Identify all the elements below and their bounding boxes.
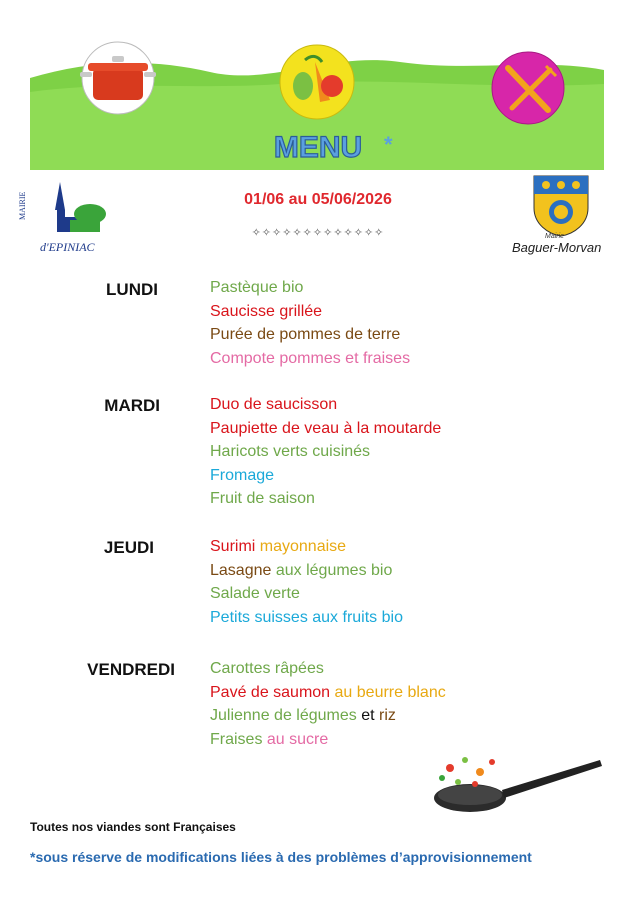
menu-item bbox=[210, 487, 441, 511]
supply-disclaimer: *sous réserve de modifications liées à des problèmes d’approvisionnement bbox=[30, 849, 532, 865]
menu-item bbox=[210, 606, 403, 630]
baguer-morvan-label: Baguer-Morvan bbox=[512, 240, 602, 255]
menu-item-text: Fruit de saison bbox=[210, 490, 315, 507]
menu-item-text: Haricots verts cuisinés bbox=[210, 443, 371, 460]
menu-item bbox=[210, 681, 446, 705]
menu-title: MENU bbox=[273, 131, 363, 164]
menu-item bbox=[210, 535, 403, 559]
menu-item-text: Pastèque bio bbox=[210, 279, 304, 296]
menu-item bbox=[210, 657, 446, 681]
menu-item-text: Fromage bbox=[210, 466, 275, 484]
menu-title-star: * bbox=[384, 132, 393, 157]
menu-item-text: aux légumes bio bbox=[275, 561, 393, 579]
menu-items-jeudi bbox=[210, 535, 403, 629]
menu-item bbox=[210, 347, 410, 371]
menu-item bbox=[210, 704, 446, 728]
menu-item bbox=[210, 559, 403, 583]
menu-item-text: Surimi bbox=[210, 538, 260, 555]
menu-item-text: Duo de saucisson bbox=[210, 396, 338, 413]
menu-item bbox=[210, 276, 410, 300]
menu-item bbox=[210, 582, 403, 606]
menu-item bbox=[210, 300, 410, 324]
menu-item bbox=[210, 393, 441, 417]
menu-item-text: mayonnaise bbox=[259, 538, 347, 555]
day-label-jeudi: JEUDI bbox=[103, 538, 154, 557]
meat-origin-note: Toutes nos viandes sont Françaises bbox=[30, 820, 236, 834]
day-label-lundi: LUNDI bbox=[106, 280, 158, 299]
baguer-morvan-label-top: Mairie bbox=[545, 233, 565, 240]
menu-item-text: Saucisse grillée bbox=[210, 302, 323, 320]
frying-pan-icon bbox=[430, 750, 605, 820]
menu-item-text: Pavé de saumon bbox=[210, 683, 335, 701]
menu-item-text: Paupiette de veau à la moutarde bbox=[210, 419, 442, 437]
menu-item-text: au beurre blanc bbox=[334, 683, 446, 701]
menu-item-text: Julienne de légumes bbox=[210, 707, 362, 724]
menu-items-mardi bbox=[210, 393, 441, 511]
epiniac-logo-label: d'EPINIAC bbox=[40, 240, 95, 254]
menu-item bbox=[210, 417, 441, 441]
menu-items-vendredi bbox=[210, 657, 446, 751]
menu-item-text: et bbox=[361, 707, 380, 724]
cutlery-icon bbox=[492, 52, 564, 124]
date-range: 01/06 au 05/06/2026 bbox=[244, 191, 392, 208]
menu-item-text: riz bbox=[379, 707, 396, 724]
menu-item-text: Petits suisses aux fruits bio bbox=[210, 608, 403, 626]
menu-items-lundi bbox=[210, 276, 410, 370]
fruits-vegetables-icon bbox=[280, 45, 354, 119]
day-label-mardi: MARDI bbox=[104, 396, 160, 415]
menu-item-text: au sucre bbox=[266, 730, 329, 748]
header-banner bbox=[0, 0, 636, 180]
day-label-vendredi: VENDREDI bbox=[87, 660, 175, 679]
menu-item-text: Carottes râpées bbox=[210, 660, 324, 677]
star-divider: ✧✧✧✧✧✧✧✧✧✧✧✧✧ bbox=[251, 227, 385, 239]
menu-item bbox=[210, 464, 441, 488]
menu-item bbox=[210, 440, 441, 464]
menu-item bbox=[210, 728, 446, 752]
menu-item-text: Lasagne bbox=[210, 561, 276, 579]
menu-item bbox=[210, 323, 410, 347]
epiniac-logo-label-top: MAIRIE bbox=[18, 191, 27, 220]
menu-item-text: Compote pommes et fraises bbox=[210, 349, 411, 367]
menu-item-text: Salade verte bbox=[210, 585, 300, 602]
menu-item-text: Fraises bbox=[210, 730, 267, 748]
menu-item-text: Purée de pommes de terre bbox=[210, 326, 401, 343]
